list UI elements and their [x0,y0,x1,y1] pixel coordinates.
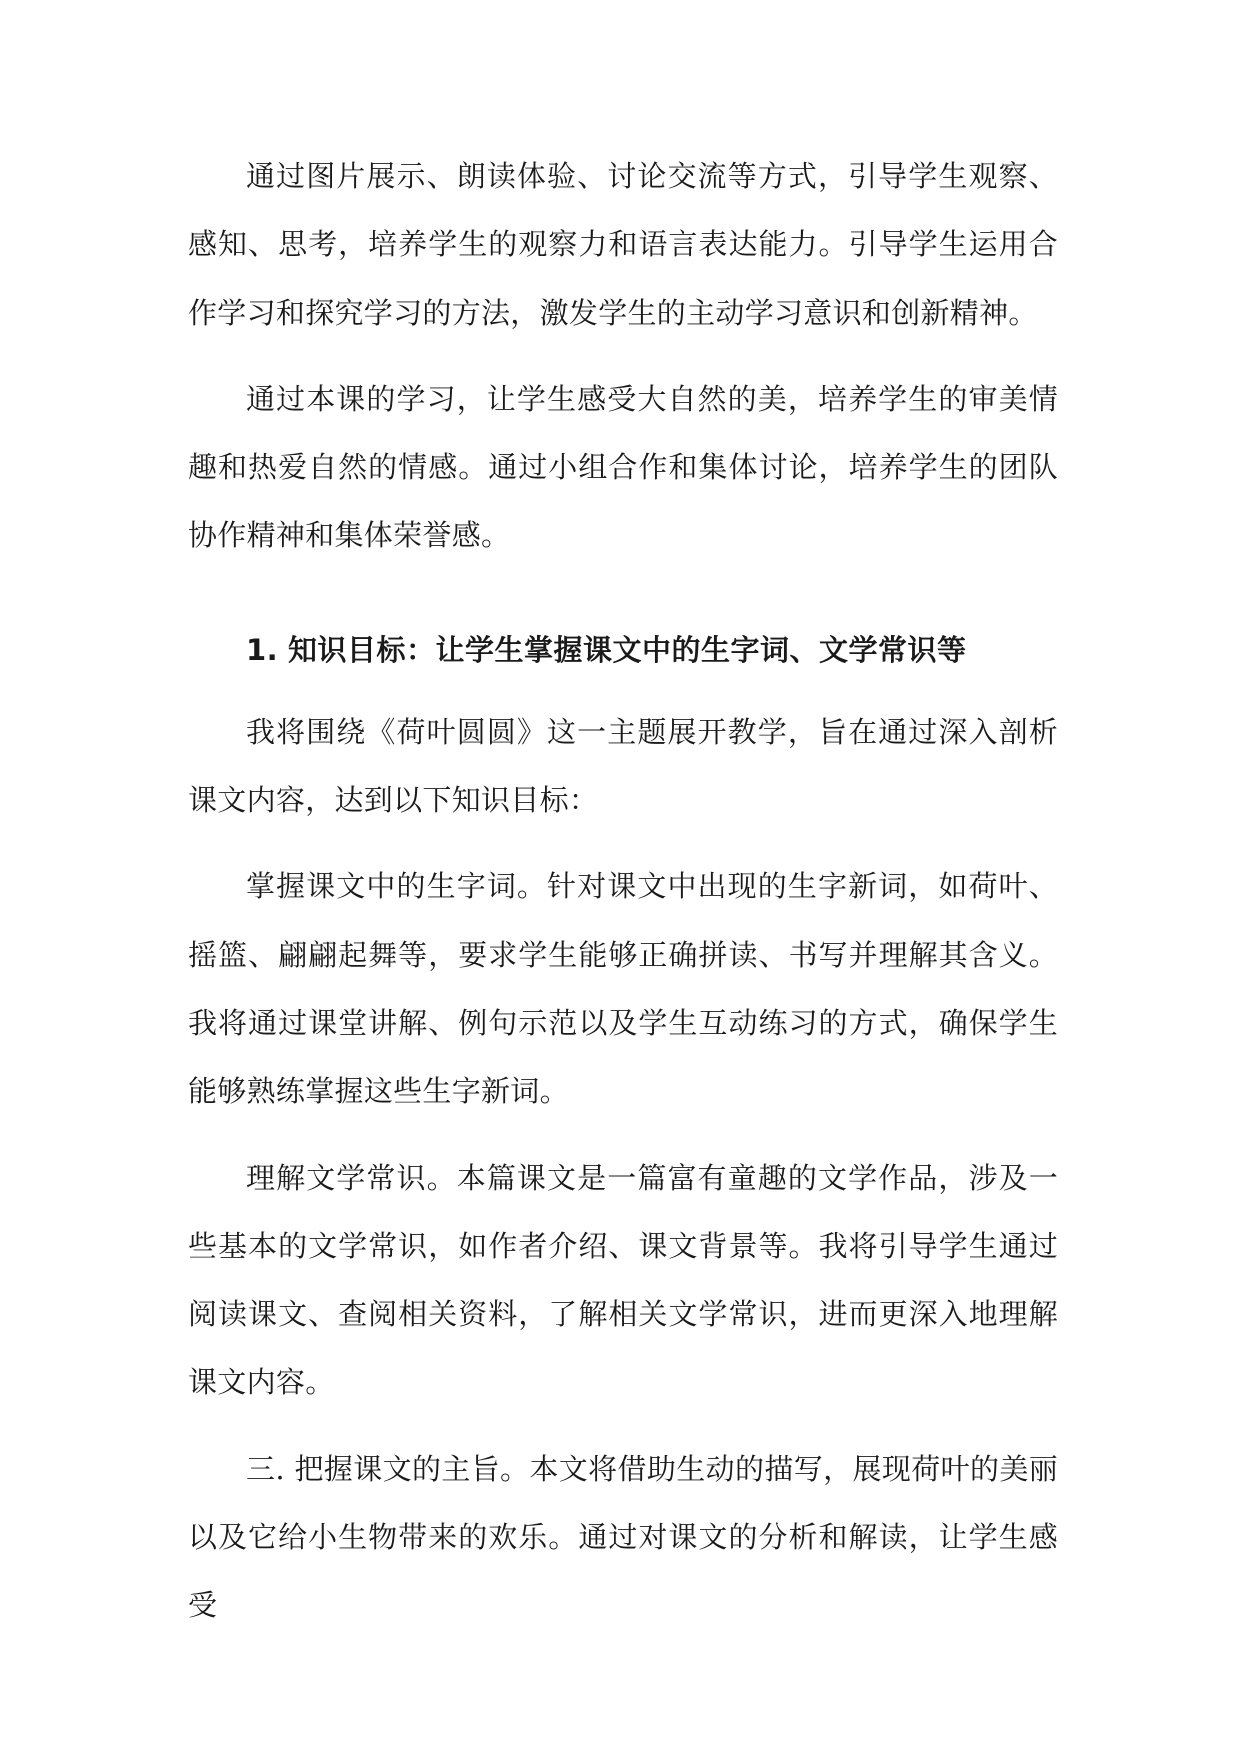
document-body [188,142,1058,1658]
paragraph-knowledge-intro: 我将围绕《荷叶圆圆》这一主题展开教学，旨在通过深入剖析课文内容，达到以下知识目标： [188,714,1058,818]
section-heading [188,616,1058,684]
section-heading-text: 知识目标：让学生掌握课文中的生字词、文学常识等 [288,632,967,667]
paragraph-vocabulary: 掌握课文中的生字词。针对课文中出现的生字新词，如荷叶、摇篮、翩翩起舞等，要求学生能够正确拼读、书写并理解其含义。我将通过课堂讲解、例句示范以及学生互动练习的方式，确保学生能够熟练掌握这些生字新词。 [188,869,1058,1109]
paragraph-emotion-goals: 通过本课的学习，让学生感受大自然的美，培养学生的审美情趣和热爱自然的情感。通过小组合作和集体讨论，培养学生的团队协作精神和集体荣誉感。 [188,381,1058,553]
section-heading-number: 1. [246,632,279,667]
paragraph-methods: 通过图片展示、朗读体验、讨论交流等方式，引导学生观察、感知、思考，培养学生的观察力和语言表达能力。引导学生运用合作学习和探究学习的方法，激发学生的主动学习意识和创新精神。 [188,159,1058,330]
paragraph-literary-knowledge: 理解文学常识。本篇课文是一篇富有童趣的文学作品，涉及一些基本的文学常识，如作者介绍、课文背景等。我将引导学生通过阅读课文、查阅相关资料，了解相关文学常识，进而更深入地理解课文内容。 [188,1160,1058,1400]
paragraph-main-idea: 三. 把握课文的主旨。本文将借助生动的描写，展现荷叶的美丽以及它给小生物带来的欢乐。通过对课文的分析和解读，让学生感受 [188,1451,1058,1623]
